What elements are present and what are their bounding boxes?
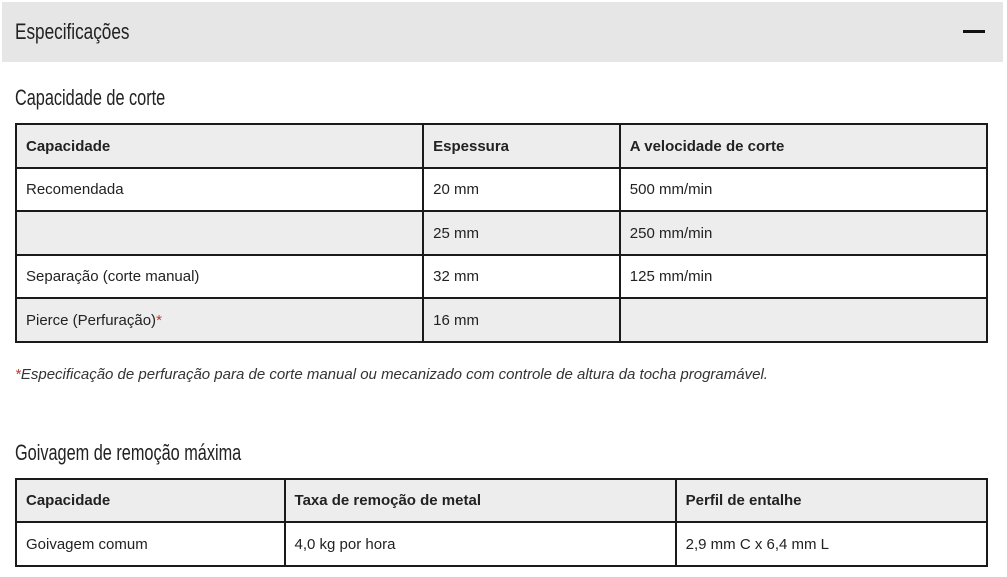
column-header: Perfil de entalhe (676, 479, 987, 522)
column-header: Capacidade (16, 124, 423, 168)
capacity-cell (16, 298, 423, 342)
minus-icon[interactable] (963, 30, 985, 33)
table-row (16, 255, 987, 298)
speed-cell: 250 mm/min (620, 211, 987, 255)
gouging-title: Goivagem de remoção máxima (15, 440, 242, 465)
speed-cell: 500 mm/min (620, 168, 987, 211)
table-header-row (16, 479, 987, 522)
thickness-cell: 32 mm (423, 255, 620, 298)
column-header: Capacidade (16, 479, 285, 522)
removal-rate-cell: 4,0 kg por hora (285, 522, 676, 566)
table-row (16, 211, 987, 255)
footnote-asterisk: * (15, 366, 21, 383)
column-header: Taxa de remoção de metal (285, 479, 676, 522)
footnote-asterisk: * (156, 311, 162, 329)
thickness-cell: 20 mm (423, 168, 620, 211)
cutting-capacity-title: Capacidade de corte (15, 85, 166, 110)
pierce-label: Pierce (Perfuração) (26, 311, 157, 329)
capacity-cell: Recomendada (16, 168, 423, 211)
table-header-row (16, 124, 987, 168)
thickness-cell: 16 mm (423, 298, 620, 342)
pierce-footnote (15, 366, 768, 383)
specifications-accordion-header[interactable] (2, 2, 1003, 62)
profile-cell: 2,9 mm C x 6,4 mm L (676, 522, 987, 566)
gouging-table (15, 478, 988, 567)
table-row (16, 168, 987, 211)
footnote-text: Especificação de perfuração para de corte manual ou mecanizado com controle de altura da tocha programável. (20, 366, 768, 383)
capacity-cell: Separação (corte manual) (16, 255, 423, 298)
thickness-cell: 25 mm (423, 211, 620, 255)
accordion-title: Especificações (15, 19, 130, 44)
table-row (16, 522, 987, 566)
column-header: A velocidade de corte (620, 124, 987, 168)
capacity-cell (16, 211, 423, 255)
table-row (16, 298, 987, 342)
capacity-cell: Goivagem comum (16, 522, 285, 566)
cutting-capacity-table (15, 123, 988, 343)
speed-cell (620, 298, 987, 342)
speed-cell: 125 mm/min (620, 255, 987, 298)
column-header: Espessura (423, 124, 620, 168)
